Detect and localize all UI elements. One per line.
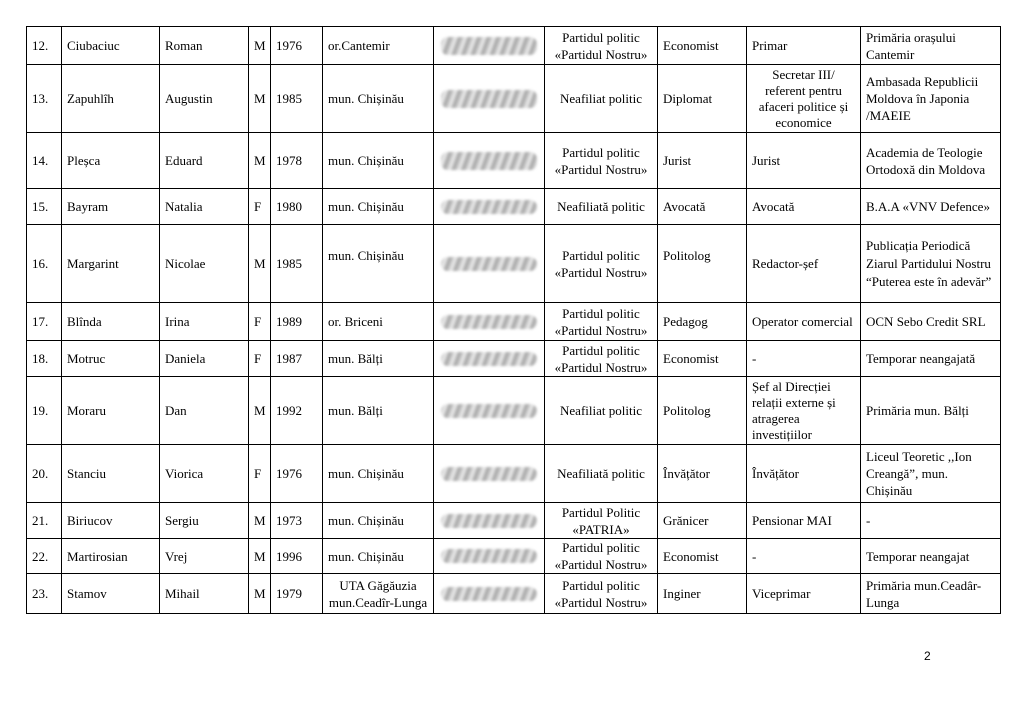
locality-cell: mun. Chișinău: [323, 445, 434, 503]
table-row: [27, 303, 1001, 341]
profession-cell: Diplomat: [658, 65, 747, 133]
function-cell: Operator comercial: [747, 303, 861, 341]
surname-cell: Biriucov: [62, 503, 160, 539]
sex-cell: F: [249, 341, 271, 377]
table-row: [27, 539, 1001, 574]
locality-cell: or.Cantemir: [323, 27, 434, 65]
function-cell: -: [747, 341, 861, 377]
redaction-blur: [441, 315, 537, 329]
birth-year-cell: 1985: [271, 65, 323, 133]
party-cell: Partidul politic «Partidul Nostru»: [545, 225, 658, 303]
birth-year-cell: 1989: [271, 303, 323, 341]
profession-cell: Politolog: [658, 225, 747, 303]
function-cell: Învățător: [747, 445, 861, 503]
locality-cell: mun. Bălți: [323, 377, 434, 445]
locality-cell: mun. Bălți: [323, 341, 434, 377]
party-cell: Neafiliat politic: [545, 377, 658, 445]
workplace-cell: OCN Sebo Credit SRL: [861, 303, 1001, 341]
row-number: 21.: [27, 503, 62, 539]
party-cell: Partidul politic «Partidul Nostru»: [545, 574, 658, 614]
birth-year-cell: 1980: [271, 189, 323, 225]
sex-cell: M: [249, 503, 271, 539]
table-row: [27, 503, 1001, 539]
first-name-cell: Viorica: [160, 445, 249, 503]
sex-cell: F: [249, 445, 271, 503]
birth-year-cell: 1996: [271, 539, 323, 574]
birth-year-cell: 1973: [271, 503, 323, 539]
redaction-blur: [441, 514, 537, 528]
workplace-cell: Temporar neangajat: [861, 539, 1001, 574]
row-number: 17.: [27, 303, 62, 341]
row-number: 23.: [27, 574, 62, 614]
profession-cell: Economist: [658, 539, 747, 574]
party-cell: Neafiliată politic: [545, 189, 658, 225]
redacted-cell: [434, 225, 545, 303]
redacted-cell: [434, 539, 545, 574]
redaction-blur: [441, 37, 537, 55]
sex-cell: M: [249, 133, 271, 189]
sex-cell: F: [249, 189, 271, 225]
first-name-cell: Dan: [160, 377, 249, 445]
surname-cell: Pleșca: [62, 133, 160, 189]
workplace-cell: Ambasada Republicii Moldova în Japonia /MAEIE: [861, 65, 1001, 133]
workplace-cell: Temporar neangajată: [861, 341, 1001, 377]
locality-cell: mun. Chișinău: [323, 225, 434, 303]
surname-cell: Bayram: [62, 189, 160, 225]
first-name-cell: Roman: [160, 27, 249, 65]
redaction-blur: [441, 257, 537, 271]
candidates-table: [26, 26, 1001, 614]
row-number: 14.: [27, 133, 62, 189]
sex-cell: M: [249, 377, 271, 445]
birth-year-cell: 1992: [271, 377, 323, 445]
redacted-cell: [434, 65, 545, 133]
party-cell: Neafiliată politic: [545, 445, 658, 503]
surname-cell: Stamov: [62, 574, 160, 614]
party-cell: Partidul politic «Partidul Nostru»: [545, 133, 658, 189]
surname-cell: Stanciu: [62, 445, 160, 503]
function-cell: Redactor-șef: [747, 225, 861, 303]
first-name-cell: Irina: [160, 303, 249, 341]
row-number: 16.: [27, 225, 62, 303]
sex-cell: F: [249, 303, 271, 341]
redacted-cell: [434, 503, 545, 539]
sex-cell: M: [249, 225, 271, 303]
profession-cell: Economist: [658, 341, 747, 377]
party-cell: Partidul Politic «PATRIA»: [545, 503, 658, 539]
table-row: [27, 377, 1001, 445]
party-cell: Partidul politic «Partidul Nostru»: [545, 539, 658, 574]
first-name-cell: Vrej: [160, 539, 249, 574]
redacted-cell: [434, 341, 545, 377]
table-row: [27, 133, 1001, 189]
table-row: [27, 445, 1001, 503]
surname-cell: Ciubaciuc: [62, 27, 160, 65]
function-cell: Jurist: [747, 133, 861, 189]
workplace-cell: B.A.A «VNV Defence»: [861, 189, 1001, 225]
row-number: 15.: [27, 189, 62, 225]
surname-cell: Blînda: [62, 303, 160, 341]
redaction-blur: [441, 90, 537, 108]
redaction-blur: [441, 404, 537, 418]
table-row: [27, 225, 1001, 303]
function-cell: Pensionar MAI: [747, 503, 861, 539]
row-number: 18.: [27, 341, 62, 377]
redaction-blur: [441, 587, 537, 601]
function-cell: Avocată: [747, 189, 861, 225]
birth-year-cell: 1978: [271, 133, 323, 189]
first-name-cell: Nicolae: [160, 225, 249, 303]
profession-cell: Pedagog: [658, 303, 747, 341]
birth-year-cell: 1979: [271, 574, 323, 614]
row-number: 13.: [27, 65, 62, 133]
page-number: 2: [924, 649, 931, 663]
table-row: [27, 189, 1001, 225]
redacted-cell: [434, 303, 545, 341]
redaction-blur: [441, 549, 537, 563]
locality-cell: UTA Găgăuzia mun.Ceadîr-Lunga: [323, 574, 434, 614]
workplace-cell: -: [861, 503, 1001, 539]
first-name-cell: Augustin: [160, 65, 249, 133]
table-row: [27, 574, 1001, 614]
redacted-cell: [434, 574, 545, 614]
redacted-cell: [434, 445, 545, 503]
redacted-cell: [434, 189, 545, 225]
sex-cell: M: [249, 539, 271, 574]
function-cell: Șef al Direcției relații externe și atragerea investițiilor: [747, 377, 861, 445]
locality-cell: mun. Chișinău: [323, 503, 434, 539]
redacted-cell: [434, 377, 545, 445]
party-cell: Neafiliat politic: [545, 65, 658, 133]
function-cell: Secretar III/ referent pentru afaceri politice și economice: [747, 65, 861, 133]
workplace-cell: Primăria mun.Ceadâr-Lunga: [861, 574, 1001, 614]
table-row: [27, 27, 1001, 65]
surname-cell: Margarint: [62, 225, 160, 303]
locality-cell: mun. Chișinău: [323, 65, 434, 133]
first-name-cell: Sergiu: [160, 503, 249, 539]
first-name-cell: Mihail: [160, 574, 249, 614]
row-number: 12.: [27, 27, 62, 65]
workplace-cell: Publicația Periodică Ziarul Partidului Nostru “Puterea este în adevăr”: [861, 225, 1001, 303]
surname-cell: Moraru: [62, 377, 160, 445]
function-cell: Viceprimar: [747, 574, 861, 614]
row-number: 22.: [27, 539, 62, 574]
function-cell: Primar: [747, 27, 861, 65]
birth-year-cell: 1976: [271, 27, 323, 65]
row-number: 19.: [27, 377, 62, 445]
profession-cell: Învățător: [658, 445, 747, 503]
profession-cell: Inginer: [658, 574, 747, 614]
function-cell: -: [747, 539, 861, 574]
profession-cell: Politolog: [658, 377, 747, 445]
first-name-cell: Daniela: [160, 341, 249, 377]
redaction-blur: [441, 352, 537, 366]
birth-year-cell: 1976: [271, 445, 323, 503]
locality-cell: mun. Chișinău: [323, 539, 434, 574]
workplace-cell: Primăria orașului Cantemir: [861, 27, 1001, 65]
first-name-cell: Eduard: [160, 133, 249, 189]
redaction-blur: [441, 200, 537, 214]
surname-cell: Motruc: [62, 341, 160, 377]
locality-cell: mun. Chișinău: [323, 133, 434, 189]
workplace-cell: Academia de Teologie Ortodoxă din Moldova: [861, 133, 1001, 189]
row-number: 20.: [27, 445, 62, 503]
party-cell: Partidul politic «Partidul Nostru»: [545, 303, 658, 341]
workplace-cell: Primăria mun. Bălți: [861, 377, 1001, 445]
profession-cell: Jurist: [658, 133, 747, 189]
surname-cell: Zapuhlîh: [62, 65, 160, 133]
surname-cell: Martirosian: [62, 539, 160, 574]
redacted-cell: [434, 27, 545, 65]
profession-cell: Grănicer: [658, 503, 747, 539]
workplace-cell: Liceul Teoretic ,,Ion Creangă”, mun. Chișinău: [861, 445, 1001, 503]
profession-cell: Economist: [658, 27, 747, 65]
birth-year-cell: 1987: [271, 341, 323, 377]
sex-cell: M: [249, 65, 271, 133]
redacted-cell: [434, 133, 545, 189]
locality-cell: or. Briceni: [323, 303, 434, 341]
first-name-cell: Natalia: [160, 189, 249, 225]
party-cell: Partidul politic «Partidul Nostru»: [545, 27, 658, 65]
locality-cell: mun. Chișinău: [323, 189, 434, 225]
table-row: [27, 341, 1001, 377]
sex-cell: M: [249, 574, 271, 614]
redaction-blur: [441, 152, 537, 170]
table-row: [27, 65, 1001, 133]
sex-cell: M: [249, 27, 271, 65]
birth-year-cell: 1985: [271, 225, 323, 303]
redaction-blur: [441, 467, 537, 481]
party-cell: Partidul politic «Partidul Nostru»: [545, 341, 658, 377]
profession-cell: Avocată: [658, 189, 747, 225]
